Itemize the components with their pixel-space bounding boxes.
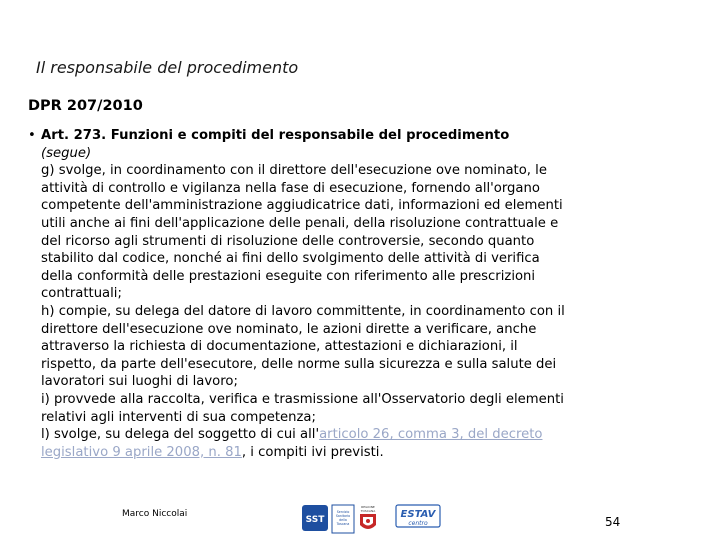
svg-text:ESTAV: ESTAV xyxy=(400,509,436,520)
paragraph-l-line xyxy=(41,426,693,444)
page-number: 54 xyxy=(605,515,621,529)
paragraph-g-line: del ricorso agli strumenti di risoluzione delle controversie, secondo quanto xyxy=(41,233,535,249)
svg-text:TOSCANA: TOSCANA xyxy=(360,509,376,513)
svg-text:centro: centro xyxy=(408,520,428,527)
paragraph-l-suffix: , i compiti ivi previsti. xyxy=(241,444,384,460)
paragraph-h-line: direttore dell'esecuzione ove nominato, le azioni dirette a verificare, anche xyxy=(41,321,537,337)
article-body xyxy=(28,145,693,462)
paragraph-g-line: g) svolge, in coordinamento con il direttore dell'esecuzione ove nominato, le xyxy=(41,163,547,179)
bullet-icon: • xyxy=(28,128,36,143)
decree-link[interactable]: articolo 26, comma 3, del decreto xyxy=(319,427,543,443)
paragraph-g-line: utili anche ai fini dell'applicazione delle penali, della risoluzione contrattuale e xyxy=(41,215,559,231)
slide-title: Il responsabile del procedimento xyxy=(36,58,299,77)
paragraph-i-line: relativi agli interventi di sua competenza; xyxy=(41,409,316,425)
article-heading: Art. 273. Funzioni e compiti del responsabile del procedimento xyxy=(41,128,510,143)
decree-link-continued[interactable]: legislativo 9 aprile 2008, n. 81 xyxy=(41,444,242,460)
paragraph-h-line: h) compie, su delega del datore di lavoro committente, in coordinamento con il xyxy=(41,303,565,319)
paragraph-l-prefix: l) svolge, su delega del soggetto di cui all' xyxy=(41,427,320,443)
paragraph-h-line: lavoratori sui luoghi di lavoro; xyxy=(41,374,238,390)
footer-logos xyxy=(302,503,452,535)
paragraph-h-line: rispetto, da parte dell'esecutore, delle norme sulla sicurezza e sulla salute dei xyxy=(41,356,557,372)
servizio-sanitario-logo-text: Servizio Sanitario della Toscana xyxy=(335,510,351,526)
svg-text:REGIONE: REGIONE xyxy=(361,505,375,509)
segue-note: (segue) xyxy=(41,145,92,161)
footer-author: Marco Niccolai xyxy=(122,509,188,519)
paragraph-g-line: della conformità delle prestazioni eseguite con riferimento alle prescrizioni xyxy=(41,268,536,284)
paragraph-g-line: stabilito dal codice, nonché ai fini dello svolgimento delle attività di verifica xyxy=(41,251,540,267)
paragraph-h-line: attraverso la richiesta di documentazione, attestazioni e dichiarazioni, il xyxy=(41,339,518,355)
paragraph-i-line: i) provvede alla raccolta, verifica e trasmissione all'Osservatorio degli elementi xyxy=(41,391,564,407)
section-heading: DPR 207/2010 xyxy=(28,98,143,114)
partner-logos xyxy=(302,503,452,535)
paragraph-g-line: contrattuali; xyxy=(41,286,122,302)
regione-toscana-logo-icon xyxy=(360,505,376,529)
sst-logo-text: SST xyxy=(305,515,325,525)
paragraph-g-line: attività di controllo e vigilanza nella fase di esecuzione, fornendo all'organo xyxy=(41,180,540,196)
estav-logo-icon xyxy=(396,505,440,527)
paragraph-g-line: competente dell'amministrazione aggiudicatrice dati, informazioni ed elementi xyxy=(41,198,563,214)
article-bullet xyxy=(28,127,693,461)
paragraph-l-line xyxy=(41,444,693,462)
